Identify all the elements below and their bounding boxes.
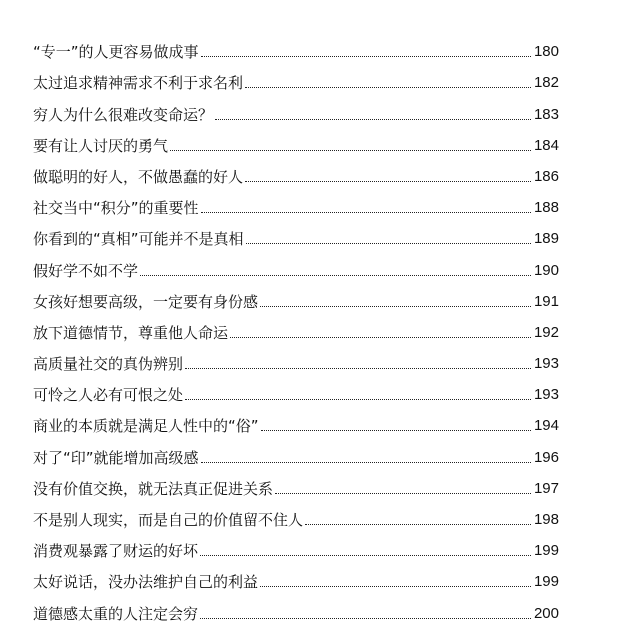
toc-dot-leader [245,87,531,88]
toc-entry-title: 没有价值交换，就无法真正促进关系 [33,479,274,498]
toc-entry[interactable] [33,249,559,280]
toc-entry[interactable] [33,561,559,592]
toc-entry-title: 对了“印”就能增加高级感 [33,448,199,467]
toc-dot-leader [215,119,531,120]
toc-dot-leader [200,618,531,619]
toc-entry[interactable] [33,468,559,499]
toc-entry[interactable] [33,31,559,62]
toc-entry[interactable] [33,592,559,623]
toc-entry[interactable] [33,218,559,249]
toc-entry-page: 184 [533,136,559,154]
toc-dot-leader [245,181,531,182]
toc-dot-leader [201,212,531,213]
toc-entry-page: 197 [533,479,559,497]
toc-entry-page: 199 [533,573,559,591]
toc-entry-title: 做聪明的好人，不做愚蠢的好人 [33,167,244,186]
toc-entry-page: 200 [533,604,559,622]
toc-dot-leader [246,243,531,244]
toc-dot-leader [305,524,531,525]
toc-entry-title: 太过追求精神需求不利于求名利 [33,74,244,93]
toc-entry-page: 183 [533,105,559,123]
toc-dot-leader [185,368,531,369]
toc-entry-title: 社交当中“积分”的重要性 [33,199,199,218]
toc-entry-title: 太好说话，没办法维护自己的利益 [33,573,259,592]
toc-dot-leader [200,555,531,556]
toc-entry-title: 放下道德情节，尊重他人命运 [33,323,229,342]
toc-entry-page: 193 [533,386,559,404]
toc-entry-title: 高质量社交的真伪辨别 [33,355,184,374]
toc-entry[interactable] [33,187,559,218]
toc-entry-title: “专一”的人更容易做成事 [33,43,199,62]
toc-entry[interactable] [33,281,559,312]
toc-entry-title: 不是别人现实，而是自己的价值留不住人 [33,511,304,529]
toc-entry-page: 188 [533,199,559,217]
toc-entry-page: 198 [533,511,559,528]
toc-entry-page: 193 [533,355,559,373]
toc-entry-title: 你看到的“真相”可能并不是真相 [33,230,244,249]
toc-dot-leader [230,337,531,338]
toc-entry-title: 商业的本质就是满足人性中的“俗” [33,417,259,436]
toc-entry[interactable] [33,125,559,156]
toc-entry-title: 道德感太重的人注定会穷 [33,604,199,623]
toc-dot-leader [170,150,531,151]
toc-dot-leader [275,493,531,494]
toc-entry-title: 女孩好想要高级，一定要有身份感 [33,292,259,311]
toc-entry-page: 186 [533,167,559,185]
toc-entry[interactable] [33,499,559,530]
toc-entry-page: 182 [533,74,559,92]
toc-dot-leader [201,56,531,57]
toc-entry-page: 194 [533,417,559,435]
toc-entry[interactable] [33,436,559,467]
toc-entry-title: 可怜之人必有可恨之处 [33,386,184,405]
toc-entry[interactable] [33,374,559,405]
toc-entry-title: 假好学不如不学 [33,261,139,280]
toc-entry-page: 196 [533,448,559,466]
toc-dot-leader [185,399,531,400]
toc-entry-page: 192 [533,323,559,341]
toc-entry-title: 要有让人讨厌的勇气 [33,136,169,155]
toc-entry-page: 189 [533,230,559,248]
toc-entry-title: 消费观暴露了财运的好坏 [33,542,199,561]
toc-entry[interactable] [33,343,559,374]
toc-entry-page: 180 [533,43,559,61]
table-of-contents [33,31,559,624]
toc-entry-page: 190 [533,261,559,279]
toc-entry[interactable] [33,312,559,343]
toc-entry[interactable] [33,530,559,561]
toc-entry[interactable] [33,62,559,93]
toc-entry-page: 191 [533,292,559,310]
toc-entry-page: 199 [533,542,559,560]
toc-dot-leader [260,306,531,307]
toc-dot-leader [140,275,531,276]
toc-dot-leader [260,586,531,587]
toc-dot-leader [201,462,531,463]
toc-entry[interactable] [33,93,559,124]
toc-dot-leader [261,430,531,431]
toc-entry-title: 穷人为什么很难改变命运？ [33,105,214,124]
toc-entry[interactable] [33,405,559,436]
toc-entry[interactable] [33,156,559,187]
